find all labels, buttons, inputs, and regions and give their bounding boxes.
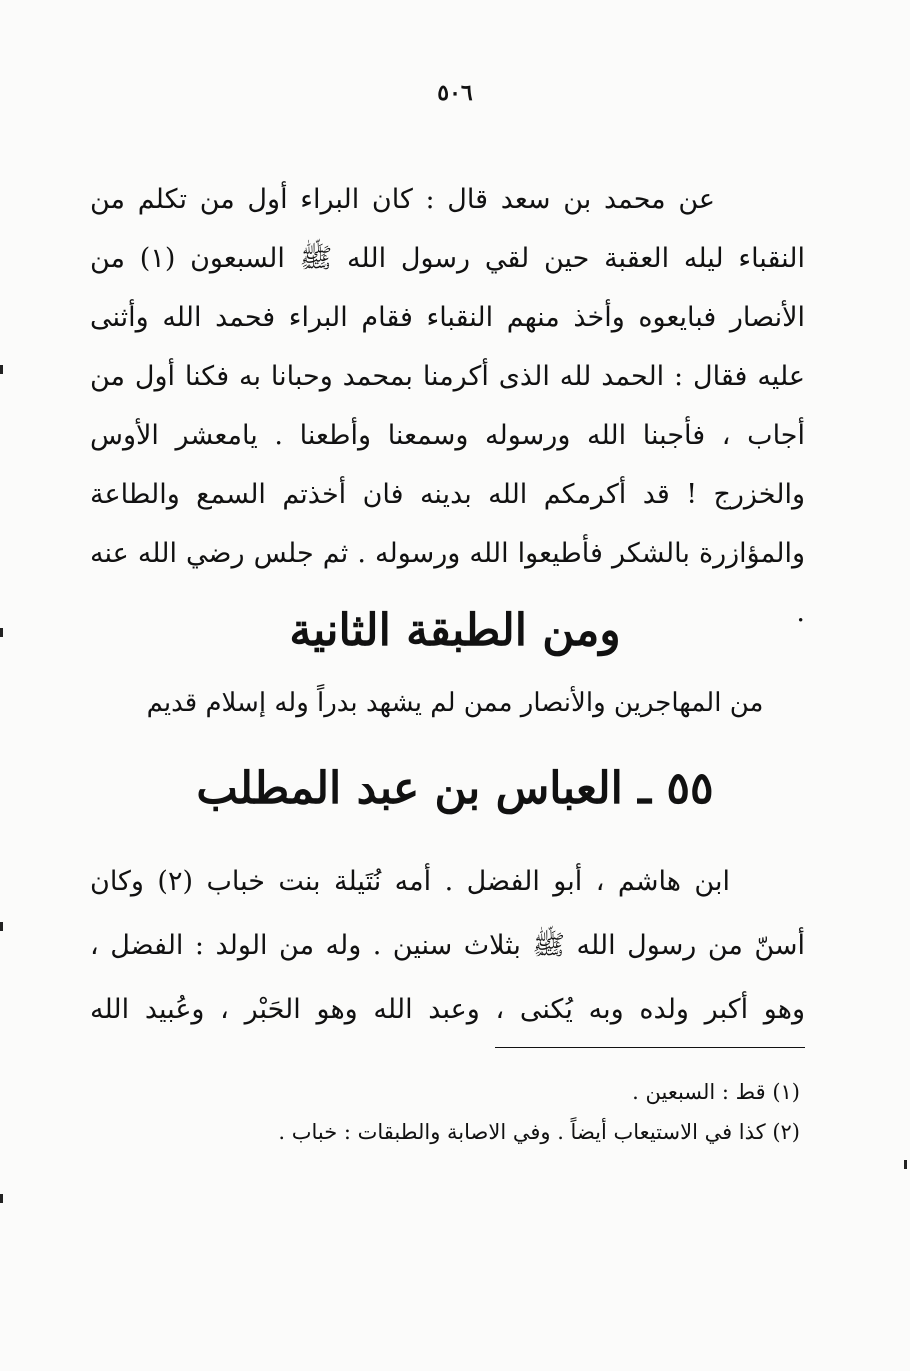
footnotes — [120, 1072, 800, 1152]
body-text — [90, 170, 805, 642]
edge-mark — [0, 922, 3, 931]
footnote-2: (٢) كذا في الاستيعاب أيضاً . وفي الاصابة والطبقات : خباب . — [278, 1120, 800, 1144]
section-heading: ومن الطبقة الثانية — [289, 605, 621, 656]
entry-paragraph: ابن هاشم ، أبو الفضل . أمه نُتَيلة بنت خباب (٢) وكان أسنّ من رسول الله ﷺ بثلاث سنين . وله من الولد : الفضل ، وهو أكبر ولده وبه يُكنى ، وعبد الله وهو الحَبْر ، وعُبيد الله — [90, 866, 805, 1025]
edge-mark — [904, 1160, 907, 1169]
footnote-rule — [495, 1047, 805, 1048]
section-subheading: من المهاجرين والأنصار ممن لم يشهد بدراً وله إسلام قديم — [146, 688, 764, 718]
edge-mark — [0, 365, 3, 374]
entry-heading: ٥٥ ـ العباس بن عبد المطلب — [196, 763, 714, 814]
edge-mark — [0, 1194, 3, 1203]
body-paragraph: عن محمد بن سعد قال : كان البراء أول من تكلم من النقباء ليله العقبة حين لقي رسول الله ﷺ السبعون (١) من الأنصار فبايعوه وأخذ منهم النقباء فقام البراء فحمد الله وأثنى عليه فقال : الحمد لله الذى أكرمنا بمحمد وحبانا به فكنا أول من أجاب ، فأجبنا الله ورسوله وسمعنا وأطعنا . يامعشر الأوس والخزرج ! قد أكرمكم الله بدينه فان أخذتم السمع والطاعة والمؤازرة بالشكر فأطيعوا الله ورسوله . ثم جلس رضي الله عنه . — [90, 184, 806, 628]
edge-mark — [0, 628, 3, 637]
page-number: ٥٠٦ — [437, 80, 473, 106]
footnote-1: (١) قط : السبعين . — [632, 1080, 800, 1104]
entry-text — [90, 850, 805, 1042]
